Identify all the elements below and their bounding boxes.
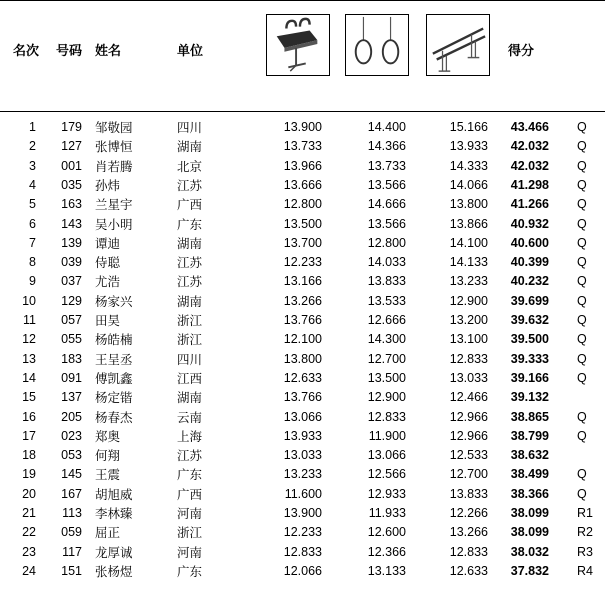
total-score: 37.832 [510, 563, 549, 578]
header-number: 号码 [56, 44, 83, 59]
still-rings-score: 14.666 [367, 197, 406, 212]
name-cell: 田昊 [95, 313, 121, 328]
qualification-mark: Q [577, 467, 587, 482]
unit-cell: 江苏 [177, 274, 203, 290]
name-cell: 张博恒 [95, 139, 133, 155]
qualification-mark: Q [577, 197, 587, 212]
rank-cell: 6 [29, 216, 36, 231]
still-rings-score: 12.833 [367, 409, 406, 424]
pommel-horse-score: 13.500 [283, 216, 322, 231]
still-rings-score: 12.933 [367, 486, 406, 501]
rank-cell: 7 [29, 235, 36, 250]
table-header [0, 0, 605, 112]
table-row [0, 137, 605, 156]
still-rings-score: 14.300 [367, 332, 406, 347]
total-score: 38.799 [510, 428, 549, 443]
still-rings-score: 12.600 [367, 525, 406, 540]
parallel-bars-icon [426, 14, 490, 76]
parallel-bars-score: 13.866 [449, 216, 488, 231]
number-cell: 091 [61, 370, 82, 385]
table-row [0, 330, 605, 349]
unit-cell: 广东 [177, 216, 203, 232]
qualification-mark: Q [577, 139, 587, 154]
pommel-horse-score: 12.233 [283, 525, 322, 540]
still-rings-score: 13.066 [367, 448, 406, 463]
qualification-mark: Q [577, 158, 587, 173]
table-row [0, 350, 605, 369]
pommel-horse-score: 13.033 [283, 448, 322, 463]
total-score: 38.499 [510, 467, 549, 482]
qualification-mark: R2 [577, 525, 593, 540]
still-rings-icon [345, 14, 409, 76]
pommel-horse-score: 11.600 [284, 486, 322, 501]
unit-cell: 河南 [177, 506, 203, 521]
number-cell: 113 [62, 506, 82, 520]
number-cell: 127 [61, 139, 82, 154]
table-row [0, 388, 605, 407]
number-cell: 129 [61, 293, 82, 308]
pommel-horse-score: 13.800 [283, 351, 322, 366]
rank-cell: 23 [22, 544, 36, 559]
total-score: 38.865 [510, 409, 549, 424]
parallel-bars-score: 13.200 [449, 313, 488, 327]
parallel-bars-score: 12.700 [449, 467, 488, 482]
parallel-bars-score: 12.533 [449, 448, 488, 463]
rank-cell: 19 [22, 467, 36, 482]
name-cell: 何翔 [95, 448, 121, 464]
pommel-horse-score: 13.900 [283, 120, 322, 134]
parallel-bars-score: 13.033 [449, 370, 488, 385]
rank-cell: 11 [23, 313, 36, 327]
table-row [0, 543, 605, 562]
parallel-bars-score: 15.166 [449, 120, 488, 134]
qualification-mark: R3 [577, 544, 593, 559]
still-rings-score: 13.133 [367, 563, 406, 578]
total-score: 39.333 [510, 351, 549, 366]
qualification-mark: Q [577, 235, 587, 250]
name-cell: 屈正 [95, 525, 121, 541]
unit-cell: 浙江 [177, 525, 203, 541]
rank-cell: 9 [29, 274, 36, 289]
name-cell: 兰星宇 [95, 197, 133, 213]
rank-cell: 14 [22, 370, 36, 385]
parallel-bars-score: 13.233 [449, 274, 488, 289]
table-row [0, 523, 605, 542]
rank-cell: 15 [22, 390, 36, 405]
number-cell: 145 [61, 467, 82, 482]
pommel-horse-score: 13.933 [283, 428, 322, 443]
rank-cell: 12 [22, 332, 36, 347]
rank-cell: 17 [22, 428, 36, 443]
pommel-horse-score: 13.233 [283, 467, 322, 482]
table-row [0, 253, 605, 272]
parallel-bars-score: 12.266 [449, 506, 488, 520]
total-score: 40.232 [510, 274, 549, 289]
unit-cell: 四川 [177, 120, 203, 135]
number-cell: 117 [62, 544, 82, 559]
name-cell: 王震 [95, 467, 121, 483]
still-rings-score: 13.533 [367, 293, 406, 308]
pommel-horse-score: 13.700 [283, 235, 322, 250]
qualification-mark: R1 [577, 506, 593, 520]
unit-cell: 湖南 [177, 293, 203, 309]
total-score: 38.099 [510, 506, 549, 520]
total-score: 38.032 [510, 544, 549, 559]
name-cell: 邹敬园 [95, 120, 133, 135]
number-cell: 151 [61, 563, 82, 578]
pommel-horse-score: 12.233 [283, 255, 322, 270]
rank-cell: 18 [22, 448, 36, 463]
name-cell: 侍聪 [95, 255, 121, 271]
parallel-bars-score: 13.833 [449, 486, 488, 501]
name-cell: 吴小明 [95, 216, 133, 232]
name-cell: 尤浩 [95, 274, 121, 290]
total-score: 39.132 [510, 390, 549, 405]
parallel-bars-score: 14.100 [449, 235, 488, 250]
table-row [0, 118, 605, 137]
qualification-mark: Q [577, 486, 587, 501]
pommel-horse-score: 13.766 [283, 313, 322, 327]
qualification-mark: Q [577, 332, 587, 347]
unit-cell: 广东 [177, 467, 203, 483]
pommel-horse-score: 13.666 [283, 177, 322, 192]
unit-cell: 湖南 [177, 390, 203, 406]
total-score: 38.366 [510, 486, 549, 501]
pommel-horse-score: 12.800 [283, 197, 322, 212]
still-rings-score: 11.933 [368, 506, 406, 520]
pommel-horse-score: 13.966 [283, 158, 322, 173]
parallel-bars-score: 13.100 [449, 332, 488, 347]
header-rank: 名次 [13, 44, 40, 59]
unit-cell: 湖南 [177, 139, 203, 155]
number-cell: 037 [61, 274, 82, 289]
rank-cell: 21 [22, 506, 36, 520]
still-rings-score: 13.733 [367, 158, 406, 173]
header-unit: 单位 [177, 44, 204, 59]
table-row [0, 485, 605, 504]
table-row [0, 157, 605, 176]
still-rings-score: 12.700 [367, 351, 406, 366]
total-score: 40.399 [510, 255, 549, 270]
pommel-horse-score: 13.066 [283, 409, 322, 424]
number-cell: 055 [61, 332, 82, 347]
table-row [0, 427, 605, 446]
number-cell: 139 [61, 235, 82, 250]
number-cell: 039 [61, 255, 82, 270]
still-rings-score: 13.566 [367, 216, 406, 231]
total-score: 38.632 [510, 448, 549, 463]
qualification-mark: R4 [577, 563, 593, 578]
name-cell: 龙厚诚 [95, 544, 133, 560]
still-rings-score: 12.566 [367, 467, 406, 482]
unit-cell: 江苏 [177, 448, 203, 464]
total-score: 39.699 [510, 293, 549, 308]
qualification-mark: Q [577, 255, 587, 270]
parallel-bars-score: 14.333 [449, 158, 488, 173]
parallel-bars-score: 12.966 [449, 409, 488, 424]
parallel-bars-score: 13.933 [449, 139, 488, 154]
parallel-bars-score: 12.966 [449, 428, 488, 443]
qualification-mark: Q [577, 216, 587, 231]
parallel-bars-score: 12.466 [449, 390, 488, 405]
unit-cell: 江西 [177, 370, 203, 386]
still-rings-score: 14.400 [367, 120, 406, 134]
name-cell: 杨皓楠 [95, 332, 133, 348]
rank-cell: 3 [29, 158, 36, 173]
total-score: 40.600 [510, 235, 549, 250]
number-cell: 205 [61, 409, 82, 424]
unit-cell: 浙江 [177, 313, 203, 328]
rank-cell: 22 [22, 525, 36, 540]
parallel-bars-score: 13.266 [449, 525, 488, 540]
rank-cell: 1 [29, 120, 36, 134]
total-score: 42.032 [510, 158, 549, 173]
number-cell: 183 [61, 351, 82, 366]
unit-cell: 广东 [177, 563, 203, 579]
name-cell: 胡旭威 [95, 486, 133, 502]
pommel-horse-score: 13.733 [283, 139, 322, 154]
name-cell: 杨春杰 [95, 409, 133, 425]
name-cell: 杨家兴 [95, 293, 133, 309]
still-rings-score: 12.666 [367, 313, 406, 327]
unit-cell: 北京 [177, 158, 203, 174]
pommel-horse-score: 13.766 [283, 390, 322, 405]
number-cell: 035 [61, 177, 82, 192]
pommel-horse-icon [266, 14, 330, 76]
parallel-bars-score: 12.833 [449, 351, 488, 366]
rank-cell: 24 [22, 563, 36, 578]
rank-cell: 2 [29, 139, 36, 154]
still-rings-score: 13.566 [367, 177, 406, 192]
name-cell: 傅凯鑫 [95, 370, 133, 386]
number-cell: 163 [61, 197, 82, 212]
pommel-horse-score: 12.066 [283, 563, 322, 578]
qualification-mark: Q [577, 370, 587, 385]
parallel-bars-score: 12.633 [449, 563, 488, 578]
rank-cell: 4 [29, 177, 36, 192]
table-row [0, 292, 605, 311]
qualification-mark: Q [577, 428, 587, 443]
unit-cell: 上海 [177, 428, 203, 444]
still-rings-score: 13.833 [367, 274, 406, 289]
number-cell: 143 [61, 216, 82, 231]
qualification-mark: Q [577, 351, 587, 366]
rank-cell: 13 [22, 351, 36, 366]
number-cell: 167 [61, 486, 82, 501]
number-cell: 001 [61, 158, 82, 173]
table-row [0, 234, 605, 253]
name-cell: 王呈丞 [95, 351, 133, 367]
still-rings-score: 12.900 [367, 390, 406, 405]
unit-cell: 浙江 [177, 332, 203, 348]
table-row [0, 562, 605, 581]
rank-cell: 5 [29, 197, 36, 212]
still-rings-score: 14.033 [367, 255, 406, 270]
still-rings-score: 13.500 [367, 370, 406, 385]
table-row [0, 446, 605, 465]
qualification-mark: Q [577, 120, 587, 134]
table-row [0, 176, 605, 195]
unit-cell: 河南 [177, 544, 203, 560]
qualification-mark: Q [577, 177, 587, 192]
table-row [0, 465, 605, 484]
pommel-horse-score: 13.166 [283, 274, 322, 289]
parallel-bars-score: 14.133 [449, 255, 488, 270]
still-rings-score: 12.366 [367, 544, 406, 559]
rank-cell: 8 [29, 255, 36, 270]
table-row [0, 369, 605, 388]
unit-cell: 云南 [177, 409, 203, 425]
number-cell: 057 [61, 313, 82, 327]
name-cell: 杨定锴 [95, 390, 133, 406]
unit-cell: 四川 [177, 351, 203, 367]
table-row [0, 195, 605, 214]
qualification-mark: Q [577, 293, 587, 308]
header-name: 姓名 [95, 44, 122, 59]
still-rings-score: 12.800 [367, 235, 406, 250]
name-cell: 张杨煜 [95, 563, 133, 579]
parallel-bars-score: 12.833 [449, 544, 488, 559]
total-score: 40.932 [510, 216, 549, 231]
unit-cell: 江苏 [177, 177, 203, 193]
total-score: 38.099 [510, 525, 549, 540]
name-cell: 谭迪 [95, 235, 121, 251]
rank-cell: 20 [22, 486, 36, 501]
total-score: 39.166 [510, 370, 549, 385]
number-cell: 023 [61, 428, 82, 443]
table-row [0, 311, 605, 330]
pommel-horse-score: 12.633 [283, 370, 322, 385]
still-rings-score: 11.900 [368, 428, 406, 443]
pommel-horse-score: 12.833 [283, 544, 322, 559]
parallel-bars-score: 12.900 [449, 293, 488, 308]
total-score: 43.466 [510, 120, 549, 134]
total-score: 42.032 [510, 139, 549, 154]
parallel-bars-score: 14.066 [449, 177, 488, 192]
unit-cell: 广西 [177, 486, 203, 502]
unit-cell: 江苏 [177, 255, 203, 271]
rank-cell: 10 [22, 293, 36, 308]
name-cell: 郑奥 [95, 428, 121, 444]
table-row [0, 504, 605, 523]
table-row [0, 215, 605, 234]
table-row [0, 408, 605, 427]
pommel-horse-score: 13.266 [283, 293, 322, 308]
name-cell: 李林臻 [95, 506, 133, 521]
number-cell: 179 [61, 120, 82, 134]
number-cell: 137 [61, 390, 82, 405]
still-rings-score: 14.366 [367, 139, 406, 154]
total-score: 39.500 [510, 332, 549, 347]
header-total: 得分 [508, 44, 535, 59]
total-score: 41.266 [510, 197, 549, 212]
unit-cell: 广西 [177, 197, 203, 213]
pommel-horse-score: 12.100 [283, 332, 322, 347]
number-cell: 059 [61, 525, 82, 540]
name-cell: 孙炜 [95, 177, 121, 193]
total-score: 41.298 [510, 177, 549, 192]
unit-cell: 湖南 [177, 235, 203, 251]
total-score: 39.632 [510, 313, 549, 327]
qualification-mark: Q [577, 409, 587, 424]
table-row [0, 272, 605, 291]
qualification-mark: Q [577, 313, 587, 327]
rank-cell: 16 [22, 409, 36, 424]
qualification-mark: Q [577, 274, 587, 289]
name-cell: 肖若腾 [95, 158, 133, 174]
pommel-horse-score: 13.900 [283, 506, 322, 520]
number-cell: 053 [61, 448, 82, 463]
parallel-bars-score: 13.800 [449, 197, 488, 212]
